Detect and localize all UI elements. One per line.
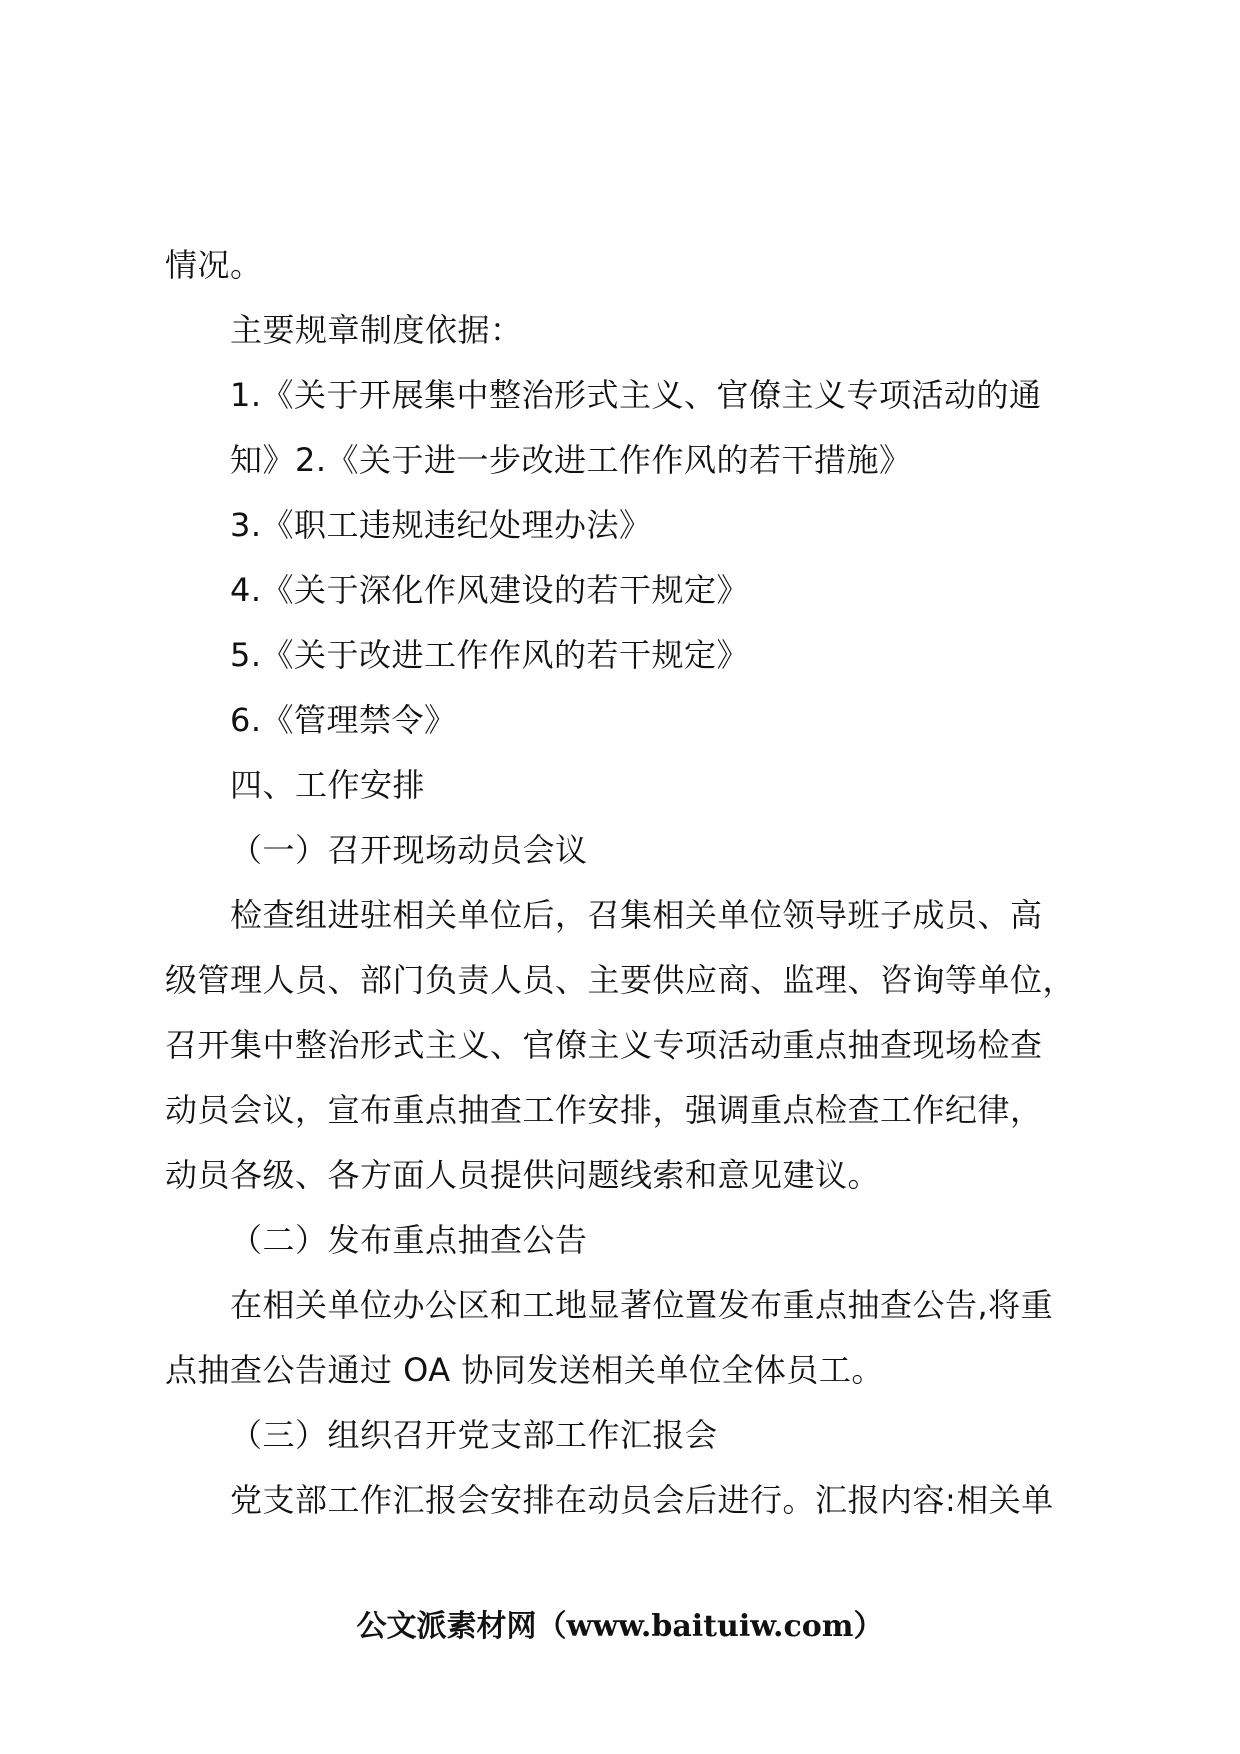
text-line-14: 动员会议，宣布重点抽查工作安排，强调重点检查工作纪律， — [165, 1091, 1043, 1129]
text-line-6: 4.《关于深化作风建设的若干规定》 — [230, 571, 750, 609]
text-line-20: 党支部工作汇报会安排在动员会后进行。汇报内容:相关单 — [230, 1481, 1054, 1519]
text-line-2: 主要规章制度依据： — [230, 311, 523, 349]
text-line-8: 6.《管理禁令》 — [230, 701, 457, 739]
subheading-2: （二）发布重点抽查公告 — [230, 1221, 588, 1259]
text-line-4: 知》2.《关于进一步改进工作作风的若干措施》 — [230, 441, 912, 479]
text-line-7: 5.《关于改进工作作风的若干规定》 — [230, 636, 750, 674]
subheading-3: （三）组织召开党支部工作汇报会 — [230, 1416, 718, 1454]
text-line-13: 召开集中整治形式主义、官僚主义专项活动重点抽查现场检查 — [165, 1026, 1043, 1064]
text-line-1: 情况。 — [165, 246, 263, 284]
text-line-18: 点抽查公告通过 OA 协同发送相关单位全体员工。 — [165, 1351, 884, 1389]
text-line-15: 动员各级、各方面人员提供问题线索和意见建议。 — [165, 1156, 881, 1194]
text-line-11: 检查组进驻相关单位后，召集相关单位领导班子成员、高 — [230, 896, 1043, 934]
text-line-5: 3.《职工违规违纪处理办法》 — [230, 506, 652, 544]
footer-watermark: 公文派素材网（www.baituiw.com） — [356, 1609, 884, 1644]
text-line-17: 在相关单位办公区和工地显著位置发布重点抽查公告,将重 — [230, 1286, 1054, 1324]
subheading-1: （一）召开现场动员会议 — [230, 831, 588, 869]
text-line-3: 1.《关于开展集中整治形式主义、官僚主义专项活动的通 — [230, 376, 1042, 414]
section-heading-4: 四、工作安排 — [230, 766, 426, 804]
text-line-12: 级管理人员、部门负责人员、主要供应商、监理、咨询等单位， — [165, 961, 1076, 999]
